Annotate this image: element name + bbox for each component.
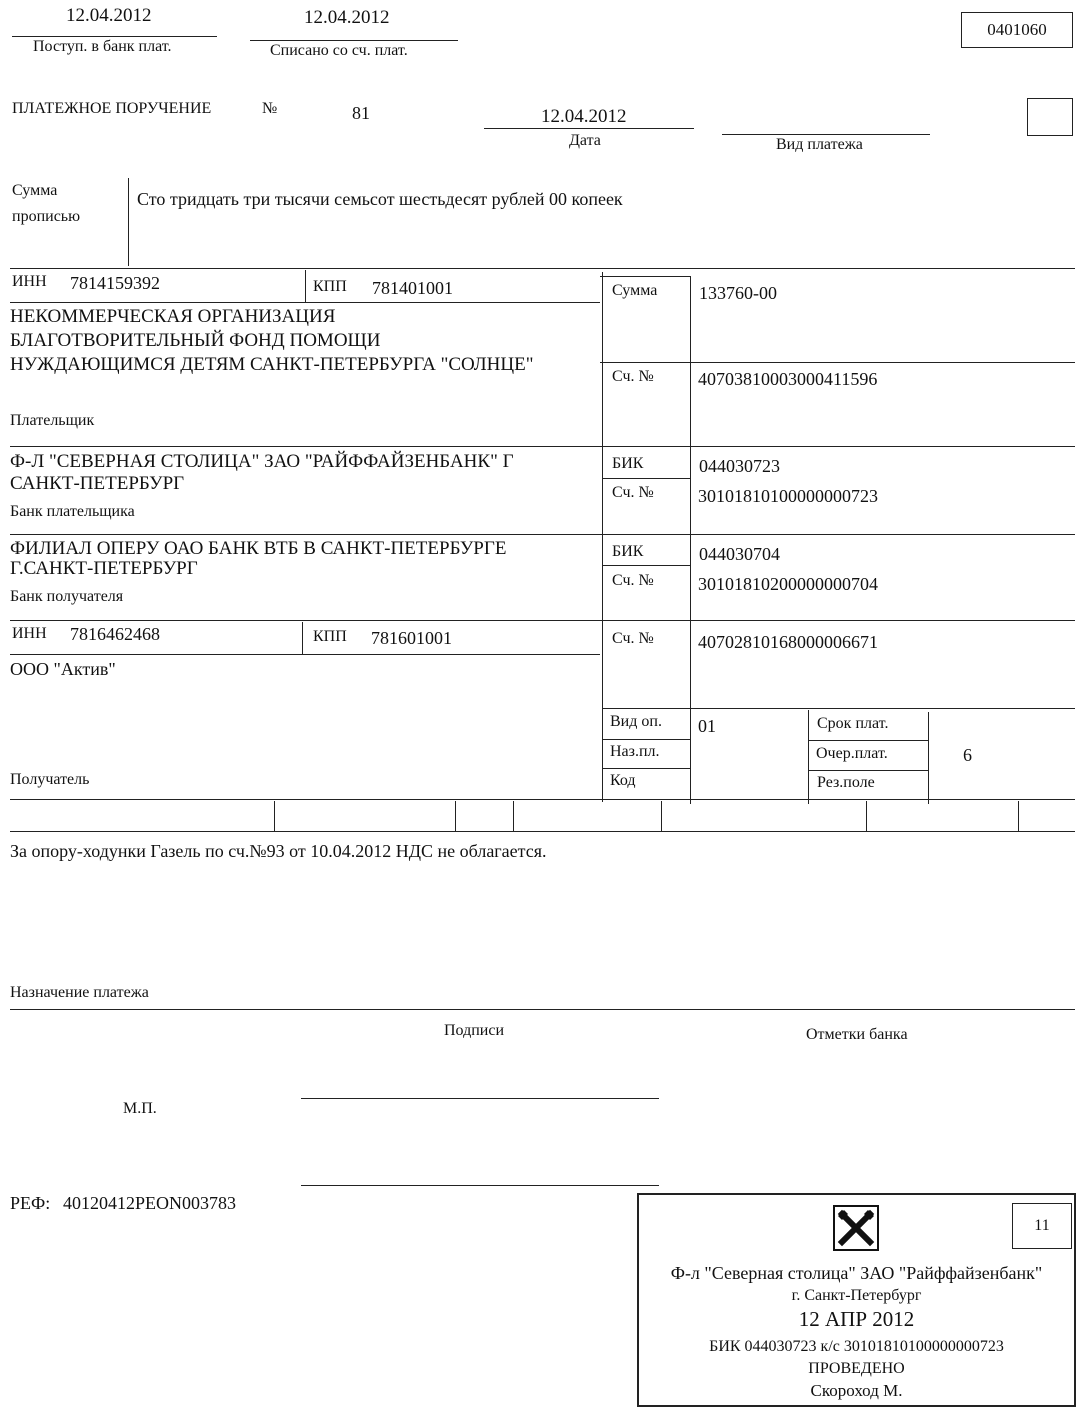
divider: [928, 712, 929, 804]
divider: [600, 276, 690, 277]
payer-name-line-3: НУЖДАЮЩИМСЯ ДЕТЯМ САНКТ-ПЕТЕРБУРГА "СОЛНЦЕ": [10, 354, 534, 375]
payee-bank-line-1: ФИЛИАЛ ОПЕРУ ОАО БАНК ВТБ В САНКТ-ПЕТЕРБУРГЕ: [10, 538, 507, 559]
payee-inn-label: ИНН: [12, 625, 47, 642]
payee-inn: 7816462468: [70, 624, 160, 644]
stamp-status: ПРОВЕДЕНО: [808, 1360, 905, 1377]
payer-bank-account-label: Сч. №: [612, 484, 654, 501]
debited-date: 12.04.2012: [304, 7, 390, 28]
payer-label: Плательщик: [10, 412, 95, 429]
sum-value: 133760-00: [699, 283, 777, 303]
payee-label: Получатель: [10, 771, 90, 788]
divider: [602, 272, 603, 802]
divider: [10, 654, 600, 655]
reference-label: РЕФ:: [10, 1193, 51, 1213]
payee-bank-line-2: Г.САНКТ-ПЕТЕРБУРГ: [10, 558, 198, 579]
seal-label: М.П.: [123, 1100, 157, 1117]
purpose-text: За опору-ходунки Газель по сч.№93 от 10.04.2012 НДС не облагается.: [10, 841, 547, 861]
divider: [10, 446, 1075, 447]
reserve-label: Рез.поле: [817, 774, 875, 791]
payee-bank-account: 30101810200000000704: [698, 574, 878, 594]
purpose-code-label: Наз.пл.: [610, 743, 660, 760]
divider: [866, 801, 867, 831]
amount-words-label-2: прописью: [12, 208, 81, 225]
divider: [513, 801, 514, 831]
divider: [808, 740, 928, 741]
document-number: 81: [352, 103, 370, 123]
payee-name: ООО "Актив": [10, 659, 116, 679]
divider: [10, 1009, 1075, 1010]
payer-bank-bik: 044030723: [699, 456, 780, 476]
debited-label: Списано со сч. плат.: [270, 42, 408, 59]
received-date: 12.04.2012: [66, 5, 152, 26]
payer-kpp: 781401001: [372, 278, 453, 298]
divider: [12, 36, 217, 37]
divider: [690, 276, 691, 804]
divider: [10, 268, 1075, 269]
divider: [128, 178, 129, 266]
date-label: Дата: [569, 132, 601, 149]
reference-value: 40120412PEON003783: [63, 1193, 237, 1213]
divider: [250, 40, 458, 41]
payer-bank-label: Банк плательщика: [10, 503, 135, 520]
form-code-box: [961, 12, 1073, 48]
divider: [602, 739, 690, 740]
stamp-operator: Скороход М.: [810, 1381, 903, 1400]
sum-label: Сумма: [612, 282, 658, 299]
stamp-date: 12 АПР 2012: [798, 1307, 915, 1331]
divider: [602, 708, 1075, 709]
payee-kpp-label: КПП: [313, 628, 347, 645]
payer-bank-line-2: САНКТ-ПЕТЕРБУРГ: [10, 473, 185, 494]
divider: [10, 302, 600, 303]
stamp-bik-line: БИК 044030723 к/с 30101810100000000723: [709, 1338, 1004, 1355]
payee-bank-bik-label: БИК: [612, 543, 644, 560]
divider: [484, 128, 694, 129]
divider: [10, 534, 1075, 535]
stamp-city: г. Санкт-Петербург: [791, 1287, 922, 1304]
payment-type-label: Вид платежа: [776, 136, 863, 153]
divider: [808, 710, 809, 804]
form-code: 0401060: [987, 20, 1047, 39]
divider: [305, 270, 306, 302]
stamp-number-box: [1012, 1203, 1072, 1249]
payer-account: 40703810003000411596: [698, 369, 878, 389]
payee-bank-bik: 044030704: [699, 544, 780, 564]
stamp-bank-name: Ф-л "Северная столица" ЗАО "Райффайзенбанк": [670, 1263, 1043, 1283]
divider: [302, 622, 303, 654]
amount-words-label-1: Сумма: [12, 182, 58, 199]
purpose-label: Назначение платежа: [10, 984, 149, 1001]
amount-words: Сто тридцать три тысячи семьсот шестьдесят рублей 00 копеек: [137, 189, 623, 209]
signature-line-1: [301, 1098, 659, 1099]
payer-bank-account: 30101810100000000723: [698, 486, 878, 506]
payer-inn-label: ИНН: [12, 273, 47, 290]
payer-name-line-2: БЛАГОТВОРИТЕЛЬНЫЙ ФОНД ПОМОЩИ: [10, 330, 381, 351]
divider: [602, 565, 690, 566]
payer-bank-bik-label: БИК: [612, 455, 644, 472]
raiffeisen-crossed-horses-icon: [833, 1205, 879, 1251]
divider: [808, 770, 928, 771]
divider: [10, 620, 1075, 621]
bank-marks-label: Отметки банка: [806, 1026, 908, 1043]
payer-kpp-label: КПП: [313, 278, 347, 295]
payer-account-label: Сч. №: [612, 368, 654, 385]
received-label: Поступ. в банк плат.: [33, 38, 172, 55]
document-date: 12.04.2012: [541, 106, 627, 127]
divider: [661, 801, 662, 831]
payer-bank-line-1: Ф-Л "СЕВЕРНАЯ СТОЛИЦА" ЗАО "РАЙФФАЙЗЕНБАНК" Г: [10, 451, 514, 472]
payee-kpp: 781601001: [371, 628, 452, 648]
number-sign: №: [262, 100, 278, 117]
priority-value: 6: [963, 745, 972, 765]
payee-bank-label: Банк получателя: [10, 588, 124, 605]
status-box: [1027, 98, 1073, 136]
bank-stamp: [637, 1193, 1076, 1407]
payer-name-line-1: НЕКОММЕРЧЕСКАЯ ОРГАНИЗАЦИЯ: [10, 306, 336, 327]
document-title: ПЛАТЕЖНОЕ ПОРУЧЕНИЕ: [12, 100, 212, 117]
divider: [602, 478, 690, 479]
signature-line-2: [301, 1185, 659, 1186]
code-label: Код: [610, 772, 636, 789]
payee-account: 40702810168000006671: [698, 632, 878, 652]
divider: [600, 362, 1075, 363]
payee-bank-account-label: Сч. №: [612, 572, 654, 589]
divider: [10, 799, 1075, 800]
divider: [455, 801, 456, 831]
payee-account-label: Сч. №: [612, 630, 654, 647]
divider: [722, 134, 930, 135]
op-type: 01: [698, 716, 716, 736]
priority-label: Очер.плат.: [816, 745, 888, 762]
divider: [274, 801, 275, 831]
payer-inn: 7814159392: [70, 273, 160, 293]
signatures-label: Подписи: [444, 1022, 505, 1039]
divider: [10, 831, 1075, 832]
term-label: Срок плат.: [817, 715, 889, 732]
divider: [1018, 801, 1019, 831]
op-type-label: Вид оп.: [610, 713, 662, 730]
divider: [602, 768, 690, 769]
stamp-number: 11: [1034, 1217, 1050, 1234]
